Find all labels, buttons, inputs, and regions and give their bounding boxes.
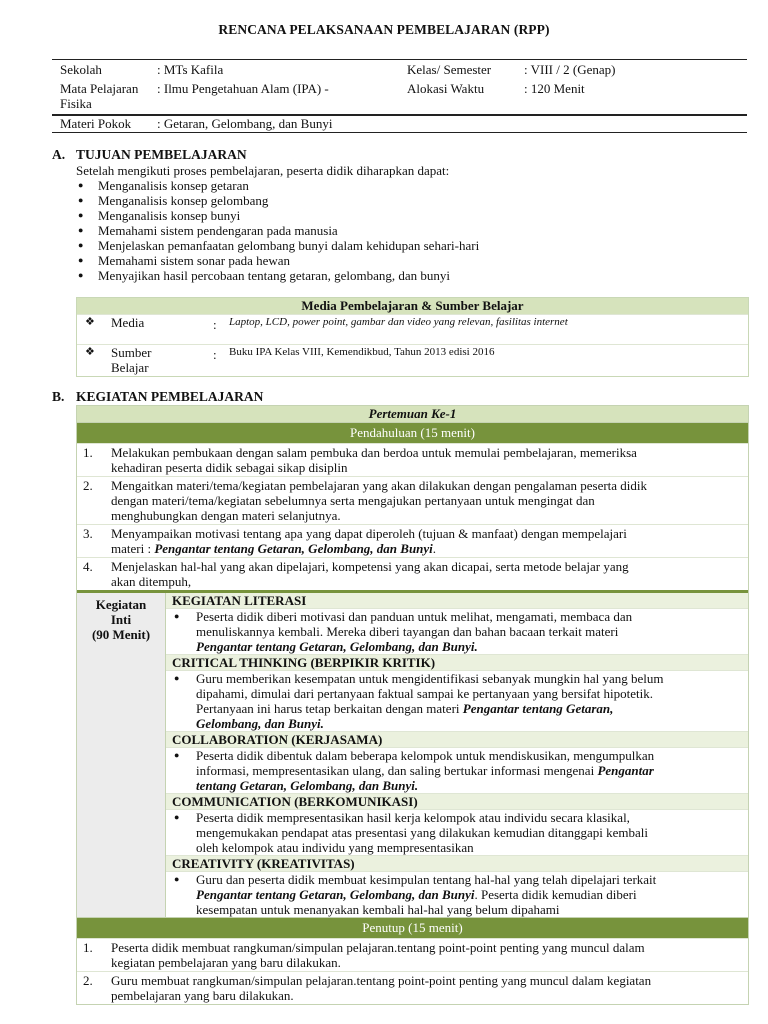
diamond-bullet-icon: ❖ bbox=[85, 346, 95, 358]
mapel-label-2: Fisika bbox=[60, 96, 92, 111]
media-label: Media bbox=[111, 315, 145, 330]
sumber-value: Buku IPA Kelas VIII, Kemendikbud, Tahun 2013 edisi 2016 bbox=[229, 346, 495, 358]
sumber-label: Sumber Belajar bbox=[111, 345, 152, 375]
mapel-value: : Ilmu Pengetahuan Alam (IPA) - bbox=[157, 81, 329, 96]
penutup-heading: Penutup (15 menit) bbox=[77, 917, 748, 938]
materi-value: : Getaran, Gelombang, dan Bunyi bbox=[157, 116, 333, 131]
document-title: RENCANA PELAKSANAAN PEMBELAJARAN (RPP) bbox=[218, 22, 550, 37]
media-heading: Media Pembelajaran & Sumber Belajar bbox=[77, 298, 748, 314]
kelas-value: : VIII / 2 (Genap) bbox=[524, 62, 616, 77]
goals-list bbox=[76, 178, 479, 283]
list-item: ● Menyajikan hasil percobaan tentang getaran, gelombang, dan bunyi bbox=[76, 268, 479, 283]
sekolah-value: : MTs Kafila bbox=[157, 62, 224, 77]
media-table bbox=[76, 297, 749, 377]
category-body: ● Peserta didik diberi motivasi dan panduan untuk melihat, mengamati, membaca dan menuliskannya kembali. Mereka diberi tayangan dan bahan bacaan terkait materi Pengantar tentang Getaran, Gelombang, dan Bunyi. bbox=[166, 609, 748, 655]
list-item: ● Memahami sistem sonar pada hewan bbox=[76, 253, 479, 268]
pendahuluan-heading: Pendahuluan (15 menit) bbox=[77, 422, 748, 443]
pertemuan-heading: Pertemuan Ke-1 bbox=[77, 406, 748, 422]
kegiatan-inti-label: Kegiatan Inti (90 Menit) bbox=[77, 593, 166, 917]
media-row: ❖ Media : Laptop, LCD, power point, gambar dan video yang relevan, fasilitas internet bbox=[77, 314, 748, 344]
sumber-row: ❖ Sumber Belajar : Buku IPA Kelas VIII, Kemendikbud, Tahun 2013 edisi 2016 bbox=[77, 344, 748, 376]
category-title: KEGIATAN LITERASI bbox=[166, 593, 748, 609]
list-item: ● Memahami sistem pendengaran pada manusia bbox=[76, 223, 479, 238]
table-row: 2. Guru membuat rangkuman/simpulan pelajaran.tentang point-point penting yang muncul dalam kegiatan pembelajaran yang baru dilakukan. bbox=[77, 971, 748, 1004]
category-title: CREATIVITY (KREATIVITAS) bbox=[166, 856, 748, 872]
section-a-heading: A. TUJUAN PEMBELAJARAN bbox=[52, 147, 247, 162]
table-row: 4. Menjelaskan hal-hal yang akan dipelajari, kompetensi yang akan dicapai, serta metode belajar yang akan ditempuh, bbox=[77, 557, 748, 590]
section-b-heading: B. KEGIATAN PEMBELAJARAN bbox=[52, 389, 264, 404]
table-row: 2. Mengaitkan materi/tema/kegiatan pembelajaran yang akan dilakukan dengan pengalaman peserta didik dengan materi/tema/kegiatan sebelumnya serta mengajukan pertanyaan untuk mengingat dan menghubungkan dengan materi selanjutnya. bbox=[77, 476, 748, 524]
activity-table bbox=[76, 405, 749, 1005]
list-item: ● Menganalisis konsep bunyi bbox=[76, 208, 479, 223]
category-title: COMMUNICATION (BERKOMUNIKASI) bbox=[166, 794, 748, 810]
section-a-intro: Setelah mengikuti proses pembelajaran, peserta didik diharapkan dapat: bbox=[76, 163, 450, 178]
materi-label: Materi Pokok bbox=[60, 116, 132, 131]
table-row: 3. Menyampaikan motivasi tentang apa yang dapat diperoleh (tujuan & manfaat) dengan mempelajari materi : Pengantar tentang Getaran, Gelombang, dan Bunyi. bbox=[77, 524, 748, 557]
category-body: ● Peserta didik mempresentasikan hasil kerja kelompok atau individu secara klasikal, mengemukakan pendapat atas presentasi yang dilakukan kemudian ditanggapi kembali oleh kelompok atau individu yang mempresentasikan bbox=[166, 810, 748, 856]
alokasi-label: Alokasi Waktu bbox=[407, 81, 485, 96]
category-title: CRITICAL THINKING (BERPIKIR KRITIK) bbox=[166, 655, 748, 671]
diamond-bullet-icon: ❖ bbox=[85, 316, 95, 328]
alokasi-value: : 120 Menit bbox=[524, 81, 585, 96]
kegiatan-inti-block bbox=[77, 590, 748, 917]
category-title: COLLABORATION (KERJASAMA) bbox=[166, 732, 748, 748]
media-value: Laptop, LCD, power point, gambar dan video yang relevan, fasilitas internet bbox=[229, 316, 568, 328]
kelas-label: Kelas/ Semester bbox=[407, 62, 492, 77]
category-body: ● Guru memberikan kesempatan untuk mengidentifikasi sebanyak mungkin hal yang belum dipahami, dimulai dari pertanyaan faktual sampai ke pertanyaan yang bersifat hipotetik. Pertanyaan ini harus tetap berkaitan dengan materi Pengantar tentang Getaran, Gelombang, dan Bunyi. bbox=[166, 671, 748, 732]
mapel-label: Mata Pelajaran bbox=[60, 81, 139, 96]
list-item: ● Menjelaskan pemanfaatan gelombang bunyi dalam kehidupan sehari-hari bbox=[76, 238, 479, 253]
list-item: ● Menganalisis konsep getaran bbox=[76, 178, 479, 193]
materi-pokok-row bbox=[52, 115, 747, 133]
list-item: ● Menganalisis konsep gelombang bbox=[76, 193, 479, 208]
category-body: ● Guru dan peserta didik membuat kesimpulan tentang hal-hal yang telah dipelajari terkait Pengantar tentang Getaran, Gelombang, dan Bunyi. Peserta didik kemudian diberi kesempatan untuk menanyakan kembali hal-hal yang belum dipahami bbox=[166, 872, 748, 917]
sekolah-label: Sekolah bbox=[60, 62, 102, 77]
info-header bbox=[52, 59, 747, 115]
category-body: ● Peserta didik dibentuk dalam beberapa kelompok untuk mendiskusikan, mengumpulkan informasi, mempresentasikan ulang, dan saling bertukar informasi mengenai Pengantar tentang Getaran, Gelombang, dan Bunyi. bbox=[166, 748, 748, 794]
table-row: 1. Peserta didik membuat rangkuman/simpulan pelajaran.tentang point-point penting yang muncul dalam kegiatan pembelajaran yang baru dilakukan. bbox=[77, 938, 748, 971]
table-row: 1. Melakukan pembukaan dengan salam pembuka dan berdoa untuk memulai pembelajaran, memeriksa kehadiran peserta didik sebagai sikap disiplin bbox=[77, 443, 748, 476]
